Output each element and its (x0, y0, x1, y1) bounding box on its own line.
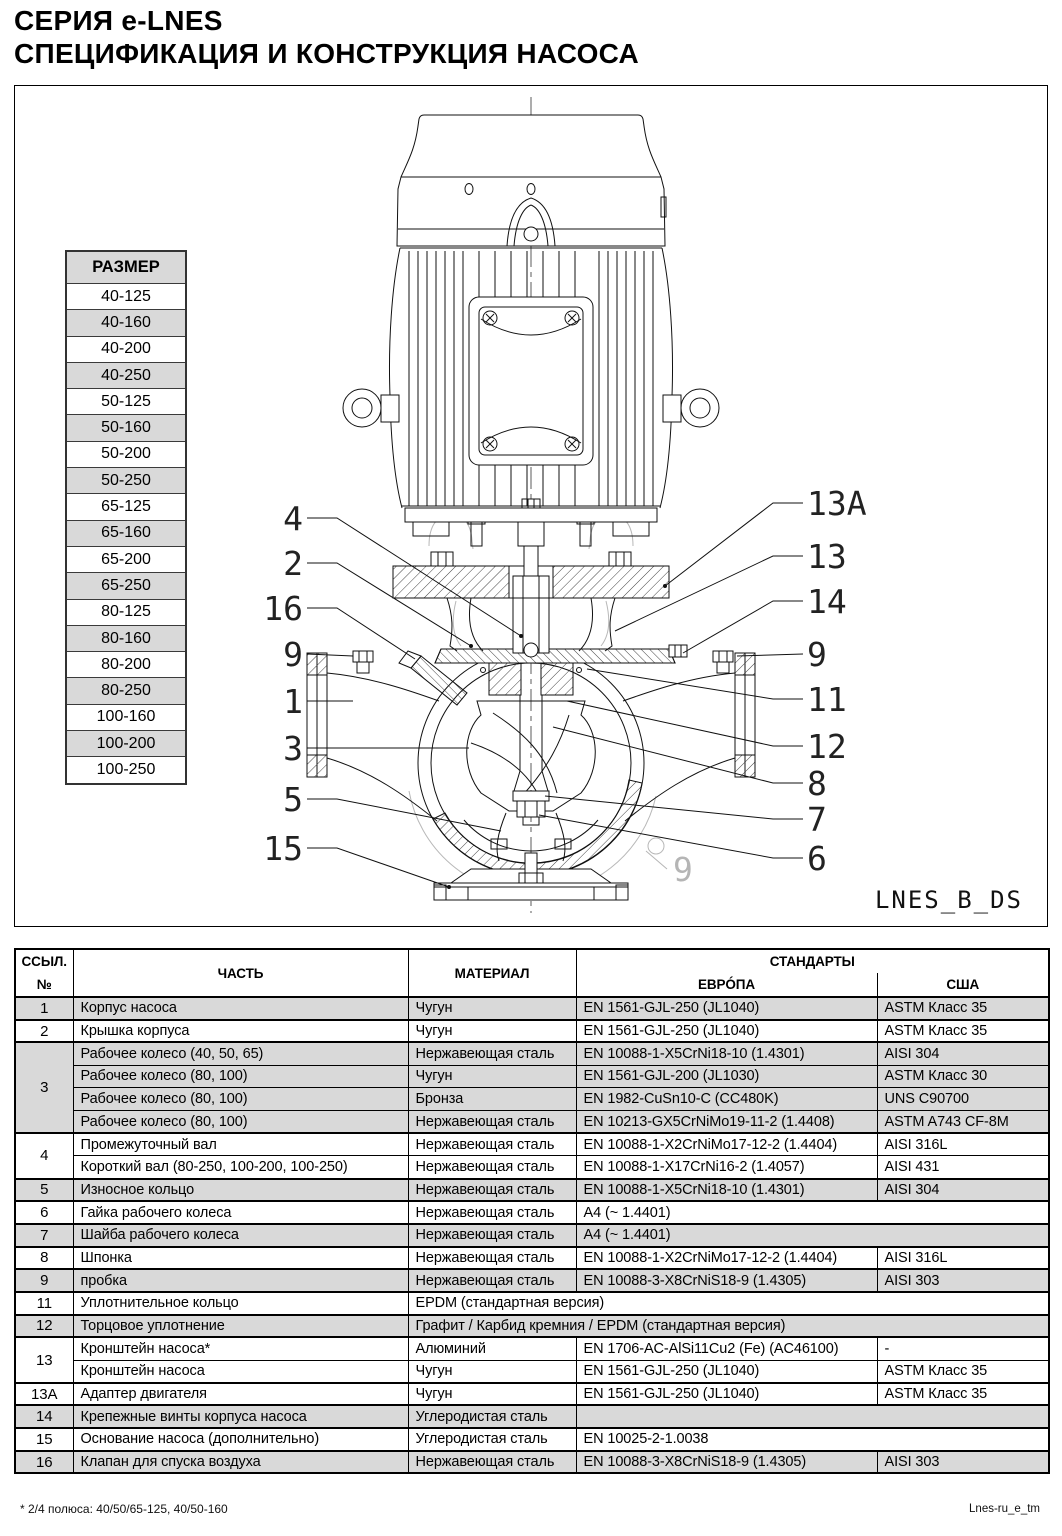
part-material: EPDM (стандартная версия) (408, 1292, 1049, 1315)
callout-dot (469, 644, 473, 648)
callout-number: 9 (673, 850, 693, 889)
size-row (66, 284, 186, 310)
part-ref-no: 15 (15, 1428, 73, 1451)
parts-row (15, 1110, 1049, 1133)
size-value: 100-160 (66, 704, 186, 730)
part-material: Нержавеющая сталь (408, 1179, 576, 1202)
part-standard: AISI 316L (877, 1133, 1049, 1156)
part-standard: EN 10025-2-1.0038 (576, 1428, 1049, 1451)
parts-row (15, 1451, 1049, 1474)
size-row (66, 362, 186, 388)
callout-number: 12 (807, 727, 847, 766)
part-material: Нержавеющая сталь (408, 1042, 576, 1065)
size-value: 40-160 (66, 310, 186, 336)
parts-row (15, 1065, 1049, 1088)
size-value: 50-250 (66, 468, 186, 494)
part-material: Нержавеющая сталь (408, 1133, 576, 1156)
callout-number: 5 (283, 780, 303, 819)
part-material: Нержавеющая сталь (408, 1451, 576, 1474)
parts-row (15, 1156, 1049, 1179)
parts-row (15, 1337, 1049, 1360)
part-standard: ASTM Класс 35 (877, 1383, 1049, 1406)
part-standard: ASTM Класс 35 (877, 1360, 1049, 1383)
part-standard: EN 10088-3-X8CrNiS18-9 (1.4305) (576, 1451, 877, 1474)
part-name: Корпус насоса (73, 997, 408, 1020)
lifting-eye-left (343, 389, 399, 427)
part-standard: - (877, 1337, 1049, 1360)
callout-dot (447, 885, 451, 889)
size-value: 65-250 (66, 573, 186, 599)
size-value: 40-125 (66, 284, 186, 310)
size-value: 80-160 (66, 625, 186, 651)
size-value: 50-125 (66, 389, 186, 415)
size-value: 50-160 (66, 415, 186, 441)
part-standard: EN 10088-1-X5CrNi18-10 (1.4301) (576, 1179, 877, 1202)
size-row (66, 757, 186, 784)
part-ref-no: 9 (15, 1269, 73, 1292)
parts-row (15, 1428, 1049, 1451)
size-value: 40-250 (66, 362, 186, 388)
part-material: Чугун (408, 1360, 576, 1383)
col-header-ref-no: № (15, 973, 73, 997)
part-ref-no: 2 (15, 1020, 73, 1043)
parts-row (15, 1020, 1049, 1043)
parts-row (15, 1383, 1049, 1406)
part-ref-no: 13 (15, 1337, 73, 1382)
part-ref-no: 12 (15, 1315, 73, 1338)
size-value: 50-200 (66, 441, 186, 467)
part-standard: A4 (~ 1.4401) (576, 1201, 1049, 1224)
part-standard: EN 10088-1-X5CrNi18-10 (1.4301) (576, 1042, 877, 1065)
part-material: Нержавеющая сталь (408, 1201, 576, 1224)
part-ref-no: 7 (15, 1224, 73, 1247)
col-header-europe: ЕВРÓПА (576, 973, 877, 997)
part-standard: AISI 303 (877, 1451, 1049, 1474)
size-value: 100-250 (66, 757, 186, 784)
part-standard: A4 (~ 1.4401) (576, 1224, 1049, 1247)
part-name: Рабочее колесо (80, 100) (73, 1088, 408, 1111)
part-material: Нержавеющая сталь (408, 1156, 576, 1179)
size-value: 65-200 (66, 546, 186, 572)
part-standard: EN 1561-GJL-250 (JL1040) (576, 997, 877, 1020)
part-standard: AISI 304 (877, 1042, 1049, 1065)
parts-table (14, 948, 1050, 1474)
part-material: Чугун (408, 1065, 576, 1088)
part-standard: AISI 304 (877, 1179, 1049, 1202)
callout-leader (665, 503, 803, 586)
size-table-header: РАЗМЕР (66, 251, 186, 284)
drawing-code: LNES_B_DS (874, 886, 1023, 914)
part-material: Нержавеющая сталь (408, 1269, 576, 1292)
footnote: * 2/4 полюса: 40/50/65-125, 40/50-160 (20, 1502, 228, 1516)
col-header-ref: ССЫЛ. (15, 949, 73, 973)
size-row (66, 310, 186, 336)
part-standard: EN 1561-GJL-250 (JL1040) (576, 1383, 877, 1406)
part-standard: EN 1561-GJL-250 (JL1040) (576, 1020, 877, 1043)
callout-number: 7 (807, 800, 827, 839)
parts-row (15, 1133, 1049, 1156)
callout-number: 13A (807, 484, 867, 523)
part-standard: AISI 316L (877, 1247, 1049, 1270)
parts-row (15, 1088, 1049, 1111)
callout-leader (587, 669, 803, 699)
size-row (66, 494, 186, 520)
part-ref-no: 8 (15, 1247, 73, 1270)
size-value: 80-250 (66, 678, 186, 704)
document-code: Lnes-ru_e_tm (969, 1503, 1040, 1515)
size-table-header-row (66, 251, 186, 284)
size-value: 80-200 (66, 652, 186, 678)
part-name: Шайба рабочего колеса (73, 1224, 408, 1247)
part-standard: EN 10088-1-X2CrNiMo17-12-2 (1.4404) (576, 1247, 877, 1270)
part-name: Промежуточный вал (73, 1133, 408, 1156)
part-material: Чугун (408, 997, 576, 1020)
part-ref-no: 5 (15, 1179, 73, 1202)
part-material: Углеродистая сталь (408, 1428, 576, 1451)
part-name: Износное кольцо (73, 1179, 408, 1202)
part-ref-no: 4 (15, 1133, 73, 1178)
part-standard: ASTM Класс 30 (877, 1065, 1049, 1088)
part-material: Бронза (408, 1088, 576, 1111)
size-row (66, 731, 186, 757)
part-standard: EN 1561-GJL-200 (JL1030) (576, 1065, 877, 1088)
size-row (66, 520, 186, 546)
base-plate (434, 853, 628, 900)
size-value: 65-160 (66, 520, 186, 546)
callout-number: 8 (807, 764, 827, 803)
part-name: Гайка рабочего колеса (73, 1201, 408, 1224)
size-row (66, 336, 186, 362)
parts-row (15, 997, 1049, 1020)
parts-row (15, 1315, 1049, 1338)
part-name: Кронштейн насоса (73, 1360, 408, 1383)
part-name: Крышка корпуса (73, 1020, 408, 1043)
part-material: Алюминий (408, 1337, 576, 1360)
size-row (66, 415, 186, 441)
part-standard: ASTM A743 CF-8M (877, 1110, 1049, 1133)
part-name: Рабочее колесо (40, 50, 65) (73, 1042, 408, 1065)
part-name: Шпонка (73, 1247, 408, 1270)
size-value: 100-200 (66, 731, 186, 757)
fan-cover (397, 115, 666, 246)
callout-dot (519, 634, 523, 638)
part-name: Рабочее колесо (80, 100) (73, 1065, 408, 1088)
part-material: Чугун (408, 1020, 576, 1043)
size-row (66, 704, 186, 730)
part-standard: UNS C90700 (877, 1088, 1049, 1111)
callout-number: 14 (807, 582, 847, 621)
callout-leader (307, 799, 501, 831)
page-title (14, 4, 639, 70)
part-standard: EN 10088-1-X2CrNiMo17-12-2 (1.4404) (576, 1133, 877, 1156)
part-name: Крепежные винты корпуса насоса (73, 1405, 408, 1428)
callout-leader (553, 727, 803, 783)
drawing-frame (14, 85, 1048, 927)
col-header-standards: СТАНДАРТЫ (576, 949, 1049, 973)
callout-number: 4 (283, 499, 303, 538)
part-standard: EN 1982-CuSn10-C (CC480K) (576, 1088, 877, 1111)
parts-row (15, 1179, 1049, 1202)
size-row (66, 652, 186, 678)
callout-number: 9 (283, 635, 303, 674)
callout-number: 2 (283, 544, 303, 583)
size-row (66, 573, 186, 599)
size-row (66, 546, 186, 572)
callout-number: 3 (283, 729, 303, 768)
part-ref-no: 11 (15, 1292, 73, 1315)
part-standard: EN 1561-GJL-250 (JL1040) (576, 1360, 877, 1383)
parts-row (15, 1269, 1049, 1292)
part-standard: AISI 431 (877, 1156, 1049, 1179)
callout-number: 13 (807, 537, 847, 576)
part-name: Торцовое уплотнение (73, 1315, 408, 1338)
callout-number: 11 (807, 680, 847, 719)
part-material: Нержавеющая сталь (408, 1110, 576, 1133)
size-row (66, 625, 186, 651)
lifting-eye-right (663, 389, 719, 427)
part-name: пробка (73, 1269, 408, 1292)
part-material: Чугун (408, 1383, 576, 1406)
part-name: Уплотнительное кольцо (73, 1292, 408, 1315)
callout-leader (545, 796, 803, 819)
col-header-part: ЧАСТЬ (73, 949, 408, 997)
part-ref-no: 16 (15, 1451, 73, 1474)
part-standard: EN 10088-3-X8CrNiS18-9 (1.4305) (576, 1269, 877, 1292)
parts-row (15, 1201, 1049, 1224)
part-ref-no: 1 (15, 997, 73, 1020)
parts-row (15, 1247, 1049, 1270)
part-ref-no: 13A (15, 1383, 73, 1406)
part-standard: ASTM Класс 35 (877, 1020, 1049, 1043)
part-name: Адаптер двигателя (73, 1383, 408, 1406)
part-standard: AISI 303 (877, 1269, 1049, 1292)
size-row (66, 599, 186, 625)
spec-title: СПЕЦИФИКАЦИЯ И КОНСТРУКЦИЯ НАСОСА (14, 38, 640, 69)
terminal-box (469, 297, 593, 465)
part-name: Короткий вал (80-250, 100-200, 100-250) (73, 1156, 408, 1179)
part-name: Клапан для спуска воздуха (73, 1451, 408, 1474)
callout-number: 9 (807, 635, 827, 674)
series-title: СЕРИЯ e-LNES (14, 5, 223, 36)
part-standard: EN 1706-AC-AlSi11Cu2 (Fe) (AC46100) (576, 1337, 877, 1360)
col-header-usa: США (877, 973, 1049, 997)
size-row (66, 389, 186, 415)
part-ref-no: 6 (15, 1201, 73, 1224)
callout-number: 1 (283, 682, 303, 721)
callout-dot (663, 584, 667, 588)
size-value: 40-200 (66, 336, 186, 362)
parts-row (15, 1405, 1049, 1428)
col-header-material: МАТЕРИАЛ (408, 949, 576, 997)
part-ref-no: 3 (15, 1042, 73, 1133)
size-row (66, 678, 186, 704)
parts-row (15, 1292, 1049, 1315)
callout-number: 16 (263, 589, 303, 628)
callout-number: 15 (263, 829, 303, 868)
parts-row (15, 1042, 1049, 1065)
size-table (65, 250, 187, 785)
size-row (66, 468, 186, 494)
parts-row (15, 1224, 1049, 1247)
part-standard: ASTM Класс 35 (877, 997, 1049, 1020)
casing-cover (435, 645, 687, 663)
size-value: 80-125 (66, 599, 186, 625)
part-material: Углеродистая сталь (408, 1405, 576, 1428)
part-material: Нержавеющая сталь (408, 1247, 576, 1270)
part-ref-no: 14 (15, 1405, 73, 1428)
part-name: Рабочее колесо (80, 100) (73, 1110, 408, 1133)
part-name: Кронштейн насоса* (73, 1337, 408, 1360)
callout-leader (683, 601, 803, 653)
part-standard: EN 10213-GX5CrNiMo19-11-2 (1.4408) (576, 1110, 877, 1133)
suction-flange (307, 651, 373, 777)
size-value: 65-125 (66, 494, 186, 520)
callout-leader (307, 848, 449, 887)
part-name: Основание насоса (дополнительно) (73, 1428, 408, 1451)
part-standard (576, 1405, 1049, 1428)
callout-number: 6 (807, 839, 827, 878)
size-row (66, 441, 186, 467)
part-standard: EN 10088-1-X17CrNi16-2 (1.4057) (576, 1156, 877, 1179)
part-material: Графит / Карбид кремния / EPDM (стандартная версия) (408, 1315, 1049, 1338)
pump-drawing-lines (307, 97, 755, 913)
part-material: Нержавеющая сталь (408, 1224, 576, 1247)
parts-row (15, 1360, 1049, 1383)
